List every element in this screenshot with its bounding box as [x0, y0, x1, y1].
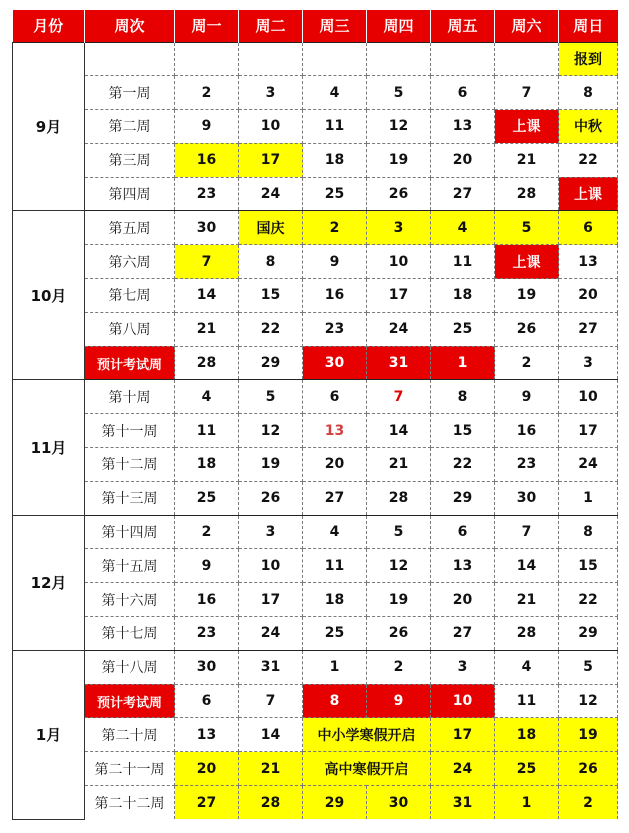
- day-cell: 2: [303, 211, 367, 245]
- day-cell: 28: [367, 481, 431, 515]
- day-cell: 15: [431, 414, 495, 448]
- day-cell: 22: [559, 583, 618, 617]
- week-row: [13, 515, 618, 549]
- day-cell: 24: [239, 177, 303, 211]
- day-cell: 18: [495, 718, 559, 752]
- week-row: [13, 346, 618, 380]
- day-cell: 6: [303, 380, 367, 414]
- day-cell: 27: [175, 786, 239, 820]
- day-cell: 6: [431, 76, 495, 110]
- day-cell: 19: [559, 718, 618, 752]
- day-cell: 中小学寒假开启: [303, 718, 431, 752]
- header-tuesday: 周二: [239, 10, 303, 42]
- week-row: [13, 752, 618, 786]
- day-cell: 国庆: [239, 211, 303, 245]
- week-label: 第五周: [85, 211, 175, 245]
- day-cell: 28: [495, 177, 559, 211]
- day-cell: 8: [239, 245, 303, 279]
- day-cell: 30: [367, 786, 431, 820]
- day-cell: 2: [175, 515, 239, 549]
- day-cell: 13: [559, 245, 618, 279]
- day-cell: 21: [495, 583, 559, 617]
- day-cell: 22: [431, 448, 495, 482]
- day-cell: 13: [431, 549, 495, 583]
- header-monday: 周一: [175, 10, 239, 42]
- day-cell: 31: [367, 346, 431, 380]
- day-cell: 18: [303, 583, 367, 617]
- day-cell: 17: [431, 718, 495, 752]
- day-cell: [175, 42, 239, 76]
- week-label: 第十一周: [85, 414, 175, 448]
- day-cell: 20: [303, 448, 367, 482]
- day-cell: 中秋: [559, 110, 618, 144]
- day-cell: 19: [495, 279, 559, 313]
- day-cell: 5: [367, 76, 431, 110]
- day-cell: 13: [175, 718, 239, 752]
- week-label: 第十四周: [85, 515, 175, 549]
- header-sunday: 周日: [559, 10, 618, 42]
- day-cell: 24: [559, 448, 618, 482]
- day-cell: 25: [303, 177, 367, 211]
- day-cell: 2: [559, 786, 618, 820]
- day-cell: 6: [559, 211, 618, 245]
- day-cell: 7: [239, 684, 303, 718]
- day-cell: 13: [431, 110, 495, 144]
- day-cell: 26: [367, 177, 431, 211]
- day-cell: [431, 42, 495, 76]
- week-label: 第十五周: [85, 549, 175, 583]
- week-label: 第十八周: [85, 650, 175, 684]
- day-cell: 13: [303, 414, 367, 448]
- day-cell: 29: [239, 346, 303, 380]
- week-row: [13, 143, 618, 177]
- day-cell: 11: [303, 110, 367, 144]
- day-cell: 9: [495, 380, 559, 414]
- day-cell: 14: [175, 279, 239, 313]
- week-row: [13, 177, 618, 211]
- header-week: 周次: [85, 10, 175, 42]
- day-cell: 27: [431, 617, 495, 651]
- day-cell: 29: [431, 481, 495, 515]
- week-label: 第二十二周: [85, 786, 175, 820]
- day-cell: 7: [495, 76, 559, 110]
- calendar-body: [13, 42, 618, 819]
- day-cell: 2: [495, 346, 559, 380]
- month-cell: 11月: [13, 380, 85, 515]
- day-cell: 19: [367, 143, 431, 177]
- day-cell: 5: [559, 650, 618, 684]
- day-cell: 14: [239, 718, 303, 752]
- school-calendar-table: [12, 10, 618, 820]
- day-cell: 29: [303, 786, 367, 820]
- day-cell: 4: [175, 380, 239, 414]
- day-cell: 11: [303, 549, 367, 583]
- week-label: 第二十周: [85, 718, 175, 752]
- header-friday: 周五: [431, 10, 495, 42]
- header-thursday: 周四: [367, 10, 431, 42]
- week-label: 预计考试周: [85, 346, 175, 380]
- day-cell: 25: [431, 312, 495, 346]
- day-cell: 4: [495, 650, 559, 684]
- day-cell: 17: [559, 414, 618, 448]
- day-cell: 5: [367, 515, 431, 549]
- day-cell: 29: [559, 617, 618, 651]
- day-cell: 25: [495, 752, 559, 786]
- day-cell: 1: [431, 346, 495, 380]
- day-cell: 26: [495, 312, 559, 346]
- day-cell: 18: [431, 279, 495, 313]
- day-cell: [367, 42, 431, 76]
- week-row: [13, 718, 618, 752]
- day-cell: 5: [495, 211, 559, 245]
- day-cell: 7: [175, 245, 239, 279]
- day-cell: 7: [367, 380, 431, 414]
- week-row: [13, 583, 618, 617]
- day-cell: 11: [175, 414, 239, 448]
- header-month: 月份: [13, 10, 85, 42]
- day-cell: 25: [303, 617, 367, 651]
- day-cell: 7: [495, 515, 559, 549]
- week-row: [13, 617, 618, 651]
- month-cell: 12月: [13, 515, 85, 650]
- day-cell: 4: [303, 76, 367, 110]
- day-cell: [303, 42, 367, 76]
- day-cell: 3: [367, 211, 431, 245]
- day-cell: 19: [367, 583, 431, 617]
- day-cell: 16: [175, 143, 239, 177]
- day-cell: 21: [239, 752, 303, 786]
- day-cell: 23: [303, 312, 367, 346]
- day-cell: 15: [239, 279, 303, 313]
- day-cell: 10: [239, 549, 303, 583]
- week-row: [13, 279, 618, 313]
- day-cell: 5: [239, 380, 303, 414]
- week-row: [13, 380, 618, 414]
- day-cell: 20: [559, 279, 618, 313]
- week-label: 第七周: [85, 279, 175, 313]
- day-cell: 21: [175, 312, 239, 346]
- day-cell: 30: [303, 346, 367, 380]
- day-cell: 26: [559, 752, 618, 786]
- day-cell: 9: [175, 549, 239, 583]
- week-label: 第八周: [85, 312, 175, 346]
- day-cell: 9: [175, 110, 239, 144]
- week-row: [13, 650, 618, 684]
- day-cell: 12: [367, 110, 431, 144]
- week-label: 第十六周: [85, 583, 175, 617]
- day-cell: 上课: [495, 245, 559, 279]
- day-cell: 3: [431, 650, 495, 684]
- day-cell: 19: [239, 448, 303, 482]
- day-cell: 16: [175, 583, 239, 617]
- header-saturday: 周六: [495, 10, 559, 42]
- week-label: 第三周: [85, 143, 175, 177]
- day-cell: 17: [367, 279, 431, 313]
- day-cell: 11: [431, 245, 495, 279]
- day-cell: 28: [239, 786, 303, 820]
- day-cell: 上课: [559, 177, 618, 211]
- week-label: 第十二周: [85, 448, 175, 482]
- day-cell: 20: [431, 583, 495, 617]
- day-cell: 24: [239, 617, 303, 651]
- week-row: [13, 414, 618, 448]
- day-cell: 12: [367, 549, 431, 583]
- day-cell: 18: [175, 448, 239, 482]
- week-label: 第二十一周: [85, 752, 175, 786]
- day-cell: 24: [367, 312, 431, 346]
- day-cell: 8: [303, 684, 367, 718]
- day-cell: 17: [239, 583, 303, 617]
- day-cell: 31: [239, 650, 303, 684]
- header-row: [13, 10, 618, 42]
- day-cell: 20: [175, 752, 239, 786]
- day-cell: 15: [559, 549, 618, 583]
- day-cell: 30: [495, 481, 559, 515]
- day-cell: 14: [367, 414, 431, 448]
- day-cell: 26: [367, 617, 431, 651]
- day-cell: 16: [303, 279, 367, 313]
- day-cell: 9: [303, 245, 367, 279]
- month-cell: 10月: [13, 211, 85, 380]
- day-cell: 30: [175, 650, 239, 684]
- day-cell: 2: [367, 650, 431, 684]
- day-cell: 27: [303, 481, 367, 515]
- day-cell: 8: [431, 380, 495, 414]
- day-cell: 1: [495, 786, 559, 820]
- week-row: [13, 481, 618, 515]
- day-cell: [495, 42, 559, 76]
- day-cell: 24: [431, 752, 495, 786]
- day-cell: 20: [431, 143, 495, 177]
- day-cell: 11: [495, 684, 559, 718]
- day-cell: 4: [431, 211, 495, 245]
- day-cell: 22: [559, 143, 618, 177]
- day-cell: 23: [175, 617, 239, 651]
- day-cell: 14: [495, 549, 559, 583]
- day-cell: 8: [559, 76, 618, 110]
- week-label: 第十七周: [85, 617, 175, 651]
- month-cell: 9月: [13, 42, 85, 211]
- week-row: [13, 245, 618, 279]
- week-row: [13, 211, 618, 245]
- day-cell: 6: [431, 515, 495, 549]
- day-cell: 23: [175, 177, 239, 211]
- header-wednesday: 周三: [303, 10, 367, 42]
- day-cell: 21: [367, 448, 431, 482]
- week-label: 第四周: [85, 177, 175, 211]
- month-cell: 1月: [13, 650, 85, 819]
- day-cell: 30: [175, 211, 239, 245]
- week-row: [13, 110, 618, 144]
- day-cell: 3: [239, 76, 303, 110]
- day-cell: 3: [239, 515, 303, 549]
- day-cell: 高中寒假开启: [303, 752, 431, 786]
- day-cell: 4: [303, 515, 367, 549]
- day-cell: [239, 42, 303, 76]
- day-cell: 12: [239, 414, 303, 448]
- day-cell: 1: [559, 481, 618, 515]
- week-label: 第一周: [85, 76, 175, 110]
- day-cell: 6: [175, 684, 239, 718]
- day-cell: 8: [559, 515, 618, 549]
- day-cell: 21: [495, 143, 559, 177]
- day-cell: 10: [431, 684, 495, 718]
- day-cell: 25: [175, 481, 239, 515]
- day-cell: 27: [559, 312, 618, 346]
- day-cell: 22: [239, 312, 303, 346]
- day-cell: 28: [175, 346, 239, 380]
- day-cell: 17: [239, 143, 303, 177]
- week-label: [85, 42, 175, 76]
- day-cell: 12: [559, 684, 618, 718]
- week-row: [13, 786, 618, 820]
- day-cell: 2: [175, 76, 239, 110]
- day-cell: 27: [431, 177, 495, 211]
- week-label: 第十三周: [85, 481, 175, 515]
- day-cell: 28: [495, 617, 559, 651]
- week-label: 第六周: [85, 245, 175, 279]
- week-label: 第二周: [85, 110, 175, 144]
- day-cell: 10: [367, 245, 431, 279]
- week-row: [13, 312, 618, 346]
- day-cell: 9: [367, 684, 431, 718]
- day-cell: 1: [303, 650, 367, 684]
- day-cell: 18: [303, 143, 367, 177]
- week-label: 预计考试周: [85, 684, 175, 718]
- day-cell: 报到: [559, 42, 618, 76]
- day-cell: 3: [559, 346, 618, 380]
- day-cell: 10: [559, 380, 618, 414]
- week-row: [13, 76, 618, 110]
- week-row: [13, 684, 618, 718]
- day-cell: 26: [239, 481, 303, 515]
- week-row: [13, 448, 618, 482]
- day-cell: 16: [495, 414, 559, 448]
- day-cell: 23: [495, 448, 559, 482]
- week-row: [13, 42, 618, 76]
- week-row: [13, 549, 618, 583]
- day-cell: 31: [431, 786, 495, 820]
- week-label: 第十周: [85, 380, 175, 414]
- day-cell: 上课: [495, 110, 559, 144]
- day-cell: 10: [239, 110, 303, 144]
